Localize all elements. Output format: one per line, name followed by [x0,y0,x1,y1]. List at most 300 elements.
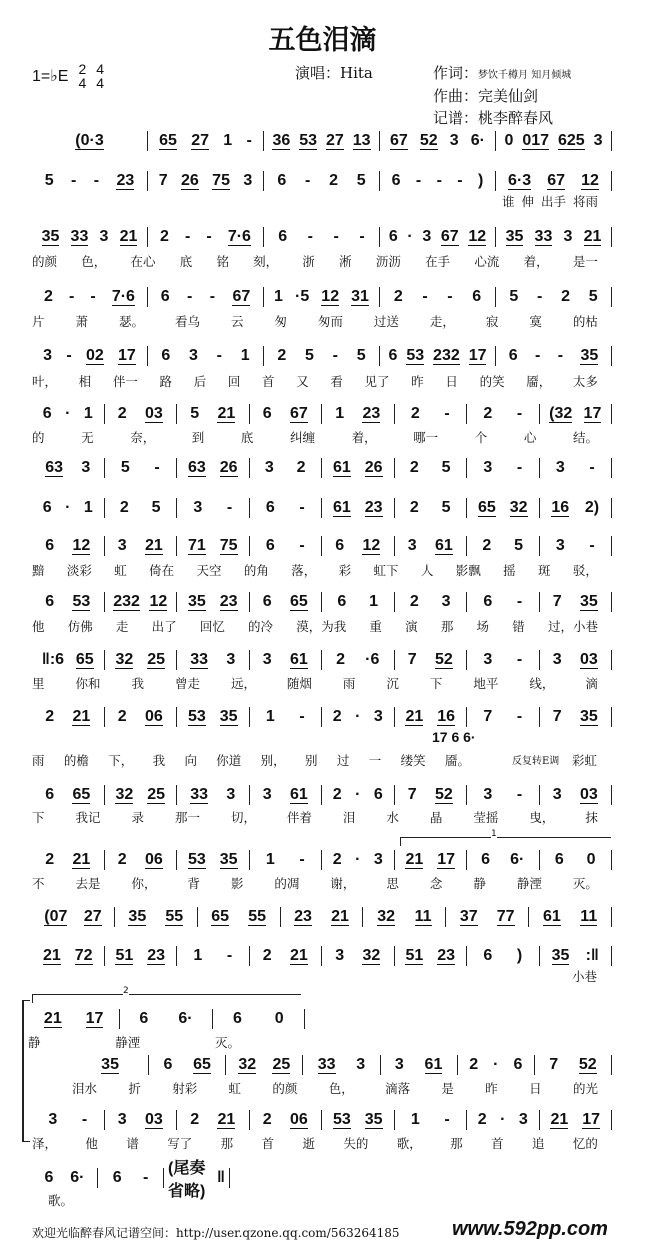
lyric-word: 静 [473,876,486,891]
lyric-word: 无 [81,430,94,445]
measure [105,652,177,669]
lyric-word: 纠缠 [289,430,315,445]
note: - [246,132,252,149]
lyric-word: 下， [108,753,134,768]
measure [148,347,263,365]
note: 35 [101,1055,119,1073]
note: 7 [549,1056,559,1073]
note: - [69,288,75,305]
note: 6 [554,851,564,868]
note: 35 [219,850,238,868]
lyric-word: 射彩 [172,1081,198,1096]
lyric-word: 淡彩 [66,563,92,578]
note: 2 [332,786,342,803]
lyric-word: 别 [305,753,318,768]
lyric-word: 泪水 [72,1081,98,1096]
note: · [493,1056,499,1073]
note: 35 [187,592,206,610]
lyric-word: 昨 [411,374,424,389]
measure [395,852,467,869]
lyric-word: 莹摇 [473,810,499,825]
site-logo: www.592pp.com [452,1218,608,1240]
lyric-word: 刻， [253,254,279,269]
lyric-word: 日 [529,1081,542,1096]
lyric-word: 后 [193,374,207,389]
lyric-word: 伴一 [112,374,138,389]
note: 5 [514,537,524,554]
lyrics-line [32,617,598,635]
lyric-word: 个 [474,430,488,445]
note: ·6 [365,651,380,668]
lyric-word: 水 [386,810,399,825]
measure [395,1111,467,1129]
lyric-word: 虹 [114,563,127,578]
measure [467,500,539,517]
measure [28,1011,119,1028]
measure [467,405,539,423]
note: 6 [42,499,52,516]
barline [611,707,612,727]
lyrics-line [32,372,598,390]
note: (07 [44,907,68,925]
footer-text: 欢迎光临醉春风记谱空间：http://user.qzone.qq.com/563264185 [32,1226,400,1240]
score-system [32,497,612,519]
measure [467,651,539,669]
measure [322,1112,394,1129]
note: 7 [552,593,562,610]
measure [322,851,394,869]
measure [177,651,249,669]
note: 1 [193,947,203,964]
lyric-word: 心 [523,430,537,445]
lyrics-line [32,428,598,446]
lyric-word: 色， [328,1081,354,1096]
note: 6 [262,405,272,422]
measure [105,594,177,611]
note: 03 [579,650,598,668]
note: 3 [335,947,345,964]
note: 65 [75,650,94,668]
note: 53 [406,346,425,364]
note: 7 [483,708,493,725]
note: 72 [74,946,93,964]
note: 6 [337,593,347,610]
transcriber: 记谱：桃李醉春风 [433,109,554,127]
lyric-word: 落， [291,563,317,578]
lyric-word: 摇 [503,563,516,578]
lyric-word: 斑 [538,563,551,578]
note: 52 [434,650,453,668]
note: 12 [468,227,487,245]
note: 61 [332,498,351,516]
lyric-word: 看 [330,374,343,389]
measure [105,537,177,555]
singer: 演唱：Hita [295,64,373,82]
lyric-word: 彩 [338,563,352,578]
score-system [72,1054,612,1076]
measure [105,1111,177,1129]
note: 06 [289,1110,308,1128]
measure [148,172,263,190]
note: 2 [410,405,420,422]
measure [395,786,467,804]
measure [380,172,495,190]
lyrics-line [32,252,598,270]
lyric-word: 见了 [364,374,390,389]
score-system [32,849,612,871]
note: - [444,1111,450,1128]
note: 017 [522,131,550,149]
time-signature-4-4: 4 4 [96,61,105,91]
measure [467,947,539,965]
lyric-word: 的笑 [479,374,505,389]
note: 1 [274,288,283,305]
score-system [28,1008,305,1030]
lyric-word: 那 [220,1136,234,1151]
note: 7 [407,786,417,803]
lyric-word: 曳， [529,810,555,825]
measure [303,1056,379,1074]
note: 61 [332,458,351,476]
lyric-word: 是 [441,1081,454,1096]
note: 61 [289,650,308,668]
note: 23 [116,171,135,189]
note: 6· [70,1169,85,1186]
note: 3 [552,651,562,668]
note: 3 [483,651,493,668]
lyric-word: 黯 [32,563,45,578]
lyric-word: 我记 [75,810,101,825]
note: 63 [45,458,63,476]
lyric-word: 那 [450,1136,463,1151]
note: 3 [189,347,198,364]
lyric-word: 日 [445,374,458,389]
note: 6 [112,1169,122,1186]
note: 3 [407,537,417,554]
note: 2) [584,499,600,516]
note: - [444,405,450,422]
measure [164,1155,229,1201]
lyric-word: 里 [32,676,45,691]
lyric-word: 的颜 [272,1081,298,1096]
note: 2 [469,1056,479,1073]
score-system [32,345,612,367]
note: 3 [483,459,493,476]
note: 21 [289,946,308,964]
barline [611,536,612,556]
lyric-word: 看乌 [174,314,200,329]
lyric-word: 曾走 [174,676,200,691]
note: 12 [72,536,91,554]
measure [540,459,612,477]
note: 2 [482,537,492,554]
note: 2 [190,1111,200,1128]
barline [611,131,612,151]
note: 12 [321,287,340,305]
lyric-word: 背 [187,876,200,891]
lyric-word: 的颜 [32,254,58,269]
note: 27 [325,131,344,149]
key-signature [32,62,104,90]
lyric-pickup: 小巷 [572,969,598,984]
note: 32 [362,946,381,964]
measure [322,708,394,726]
note: 6 [335,537,345,554]
lyric-word: 结。 [572,430,598,445]
lyrics-line [72,1079,598,1097]
measure [395,405,467,423]
lyric-word: 念 [429,876,443,891]
barline [611,287,612,307]
note: 3 [356,1056,366,1073]
note: ) [477,172,484,189]
measure [395,459,467,477]
note: 26 [180,171,199,189]
measure [496,173,611,190]
measure [32,288,147,306]
note: 2 [393,288,403,305]
lyric-word: 匆 [274,314,287,329]
measure [177,709,249,726]
note: 3 [226,786,236,803]
note: 1 [410,1111,420,1128]
lyric-word: 倚在 [149,563,175,578]
note: 27 [191,131,210,149]
note: (0·3 [75,131,104,149]
note: 3 [48,1111,58,1128]
lyric-word: 折 [128,1081,141,1096]
measure [322,593,394,611]
note: 53 [299,131,318,149]
note: · [355,786,361,803]
measure [32,651,104,669]
note: 35 [41,227,60,245]
lyricist: 作词：梦饮千樽月 知月倾城 [433,64,572,82]
note: - [185,228,191,245]
note: 5 [356,347,366,364]
note: 63 [187,458,206,476]
note: 32 [115,650,134,668]
note: ) [516,947,523,964]
volta-bracket [32,986,301,1003]
note: 2 [117,851,127,868]
note: 5 [441,499,451,516]
lyric-word: 他 [32,619,45,634]
note: 37 [459,907,478,925]
lyric-word: 走， [429,314,455,329]
lyric-word: 影 [230,876,244,891]
note: 6 [161,347,171,364]
lyric-word: 远， [230,676,256,691]
note: ‖:6 [41,651,65,668]
note: 21 [405,707,424,725]
measure [177,852,249,869]
note: 65 [159,131,177,149]
measure [250,1111,322,1129]
lyric-word: 相 [78,374,92,389]
lyrics-line [32,312,598,330]
note: 1 [265,851,275,868]
lyric-word: 过 [336,753,350,768]
measure [540,499,612,517]
measure [105,405,177,423]
barline [304,1009,305,1029]
measure [32,948,104,965]
note: 55 [248,907,266,925]
measure [105,851,177,869]
lyric-word: 色， [81,254,107,269]
measure [467,708,539,726]
note: 13 [352,131,371,149]
note: - [216,347,222,364]
lyric-word: 浙 [302,254,315,269]
lyric-word: 是一 [572,254,598,269]
lyric-word: 不 [32,876,45,891]
lyric-word: 下 [429,676,443,691]
measure [32,347,147,365]
lyric-word: 忆的 [572,1136,598,1151]
lyric-word: 下 [32,810,45,825]
lyric-word: 你， [131,876,157,891]
barline [611,458,612,478]
note: 17 [468,346,487,364]
note: - [206,228,212,245]
lyrics-line [32,1134,598,1152]
lyric-word: 向 [184,753,197,768]
lyric-word: 录 [131,810,144,825]
lyrics-line [32,808,598,826]
note: 21 [550,1110,569,1128]
note: 03 [579,785,598,803]
measure [148,288,263,306]
lyric-word: 的 [32,430,45,445]
measure [177,405,249,423]
lyric-word: 泽， [32,1136,58,1151]
note: 03 [144,404,163,422]
barline [611,592,612,612]
note: 32 [238,1055,257,1073]
note: 32 [115,785,134,803]
key-label: 1=♭E [32,68,69,85]
note: 6 [388,228,398,245]
barline [611,346,612,366]
lyric-word: 谁 [502,194,515,209]
note: 33 [190,785,208,803]
measure [250,786,322,804]
note: 5 [44,172,54,189]
note: 21 [144,536,163,554]
note: 67 [390,131,408,149]
measure [72,1057,148,1074]
lyric-word: 伴着 [286,810,312,825]
note: 1 [223,132,233,149]
note: 1 [240,347,250,364]
measure [32,593,104,611]
note: · [65,405,71,422]
note: 26 [219,458,238,476]
lyric-word: 奈， [130,430,156,445]
lyric-word: 错 [512,619,525,634]
lyric-word: 别， [260,753,286,768]
note: 3 [373,708,383,725]
lyric-word: 泪 [342,810,356,825]
note: 3 [555,537,565,554]
note: 25 [147,785,166,803]
barline [611,650,612,670]
note: 02 [85,346,104,364]
lyric-word: 靥， [526,374,552,389]
note: 23 [294,907,312,925]
measure [177,460,249,477]
note: 6 [42,405,52,422]
lyric-word: 的角 [243,563,269,578]
note: 3 [262,786,272,803]
lyric-pickup: 彩虹 [572,753,598,768]
measure [177,786,249,804]
note: 3 [483,786,493,803]
note: 6 [277,172,287,189]
measure [32,459,104,477]
measure [250,593,322,611]
measure [496,288,611,306]
lyric-word: 过，小巷 [547,619,598,634]
volta-number: 1 [491,829,497,839]
lyric-word: 铭 [216,254,229,269]
measure [540,593,612,611]
measure [467,786,539,804]
song-title: 五色泪滴 [268,25,377,56]
lyric-word: 靥。 [444,753,470,768]
note: - [516,593,523,610]
lyric-word: 出了 [151,619,177,634]
note: 33 [190,650,208,668]
note: 2 [409,499,419,516]
note: - [299,851,305,868]
lyric-word: 切， [230,810,256,825]
lyric-word: 静湮 [516,876,542,891]
note: 1 [369,593,379,610]
barline [229,1168,230,1188]
note: · [500,1111,506,1128]
note: 25 [147,650,166,668]
measure [198,909,280,926]
lyrics-line [32,751,470,769]
note: 6 [265,499,275,516]
note: - [415,172,422,189]
measure [380,228,495,246]
note: 23 [364,498,383,516]
lyric-word: 场 [476,619,490,634]
barline [611,850,612,870]
note: - [457,172,463,189]
score-system [32,130,612,152]
note: 67 [232,287,251,305]
note: 2 [332,851,342,868]
measure [250,499,322,517]
lyric-word: 着， [351,430,377,445]
note: 625 [557,131,585,149]
note: 2 [45,708,55,725]
note: - [516,651,523,668]
note: 6 [373,786,383,803]
note: 5 [120,459,130,476]
lyric-word: 太多 [572,374,598,389]
note: 0 [586,851,596,868]
note: 21 [42,946,61,964]
note: 21 [405,850,424,868]
lyric-word: 逝 [302,1136,315,1151]
note: 3 [555,459,565,476]
